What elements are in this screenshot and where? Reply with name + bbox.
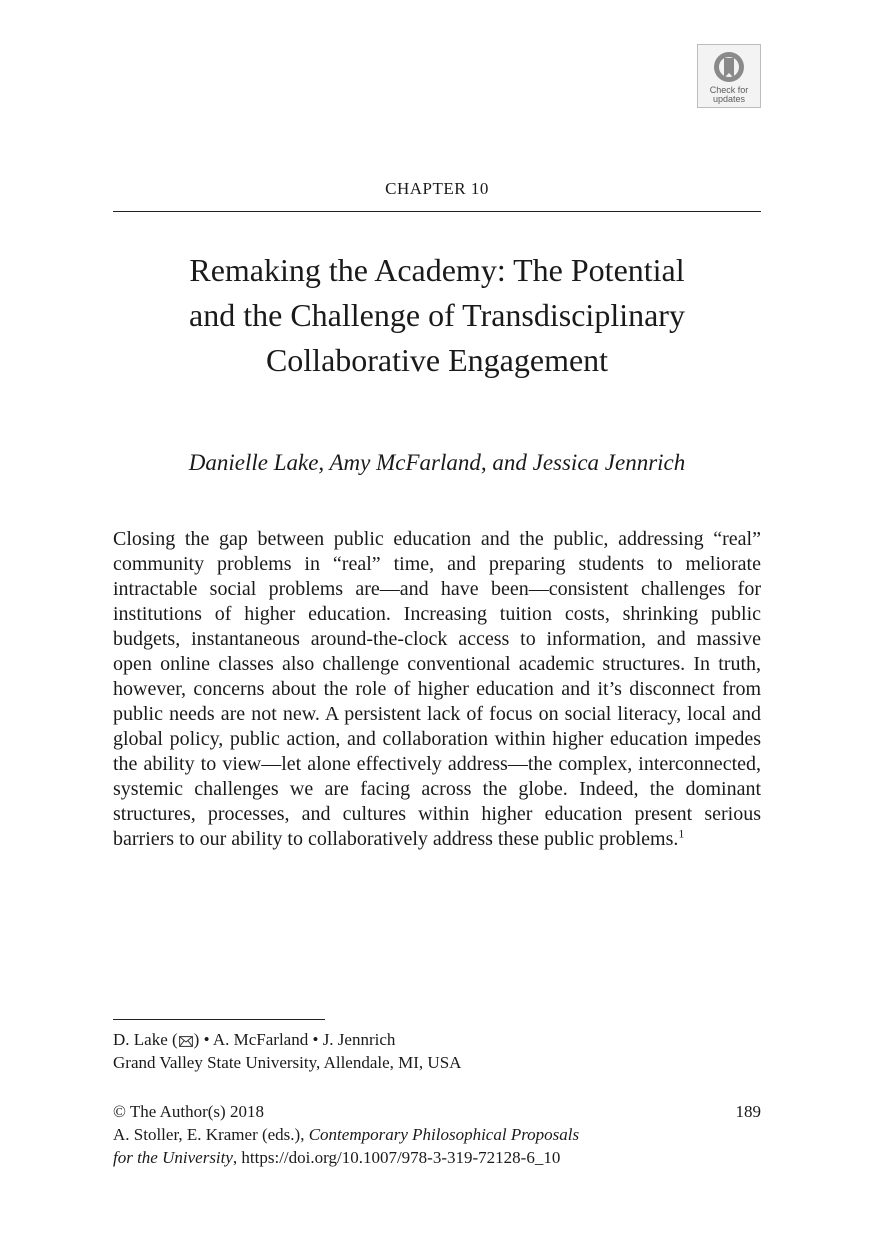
- badge-line-1: Check for: [709, 85, 749, 95]
- footnote-rule: [113, 1019, 325, 1020]
- body-paragraph: [113, 527, 761, 852]
- footnote-reference[interactable]: 1: [678, 826, 685, 841]
- title-line-2: and the Challenge of Transdisciplinary: [189, 297, 685, 333]
- book-title-part-2: for the University: [113, 1148, 233, 1167]
- chapter-title: [113, 248, 761, 383]
- author-1-name: D. Lake (: [113, 1030, 178, 1049]
- badge-line-2: updates: [712, 94, 745, 104]
- badge-label: [710, 86, 749, 104]
- author-2-name: A. McFarland: [212, 1030, 309, 1049]
- author-affiliation: [113, 1028, 761, 1074]
- separator: •: [312, 1030, 319, 1049]
- editors: A. Stoller, E. Kramer (eds.),: [113, 1125, 309, 1144]
- check-for-updates-badge[interactable]: [697, 44, 761, 108]
- author-3-name: J. Jennrich: [322, 1030, 396, 1049]
- body-text: Closing the gap between public education and the public, addressing “real” community problems in “real” time, and preparing students to meliorate intractable social problems are—and have been—consistent challenges for institutions of higher education. Increasing tuition costs, shrinking public budgets, instantaneous around-the-clock access to information, and massive open online classes also challenge conventional academic structures. In truth, however, concerns about the role of higher education and it’s disconnect from public needs are not new. A persistent lack of focus on social literacy, local and global policy, public action, and collaboration within higher education impedes the ability to view—let alone effectively address—the complex, interconnected, systemic challenges we are facing across the globe. Indeed, the dominant structures, processes, and cultures within higher education present serious barriers to our ability to collaboratively address these public problems.: [113, 528, 761, 850]
- doi-link[interactable]: , https://doi.org/10.1007/978-3-319-72128-6_10: [232, 1148, 561, 1167]
- book-title-part-1: Contemporary Philosophical Proposals: [308, 1125, 580, 1144]
- header-rule: [113, 211, 761, 212]
- envelope-icon[interactable]: [179, 1036, 193, 1047]
- crossmark-icon: [711, 50, 747, 84]
- copyright-line: © The Author(s) 2018: [113, 1102, 264, 1121]
- chapter-label: CHAPTER 10: [385, 179, 489, 198]
- title-line-3: Collaborative Engagement: [265, 342, 609, 378]
- author-list: Danielle Lake, Amy McFarland, and Jessica Jennrich: [188, 450, 686, 475]
- institution: Grand Valley State University, Allendale, MI, USA: [113, 1053, 462, 1072]
- author-1-close: ): [193, 1030, 200, 1049]
- title-line-1: Remaking the Academy: The Potential: [189, 252, 685, 288]
- separator: •: [203, 1030, 210, 1049]
- author-names-line: [113, 1028, 761, 1051]
- copyright-block: [113, 1100, 761, 1169]
- page-number: 189: [735, 1102, 761, 1121]
